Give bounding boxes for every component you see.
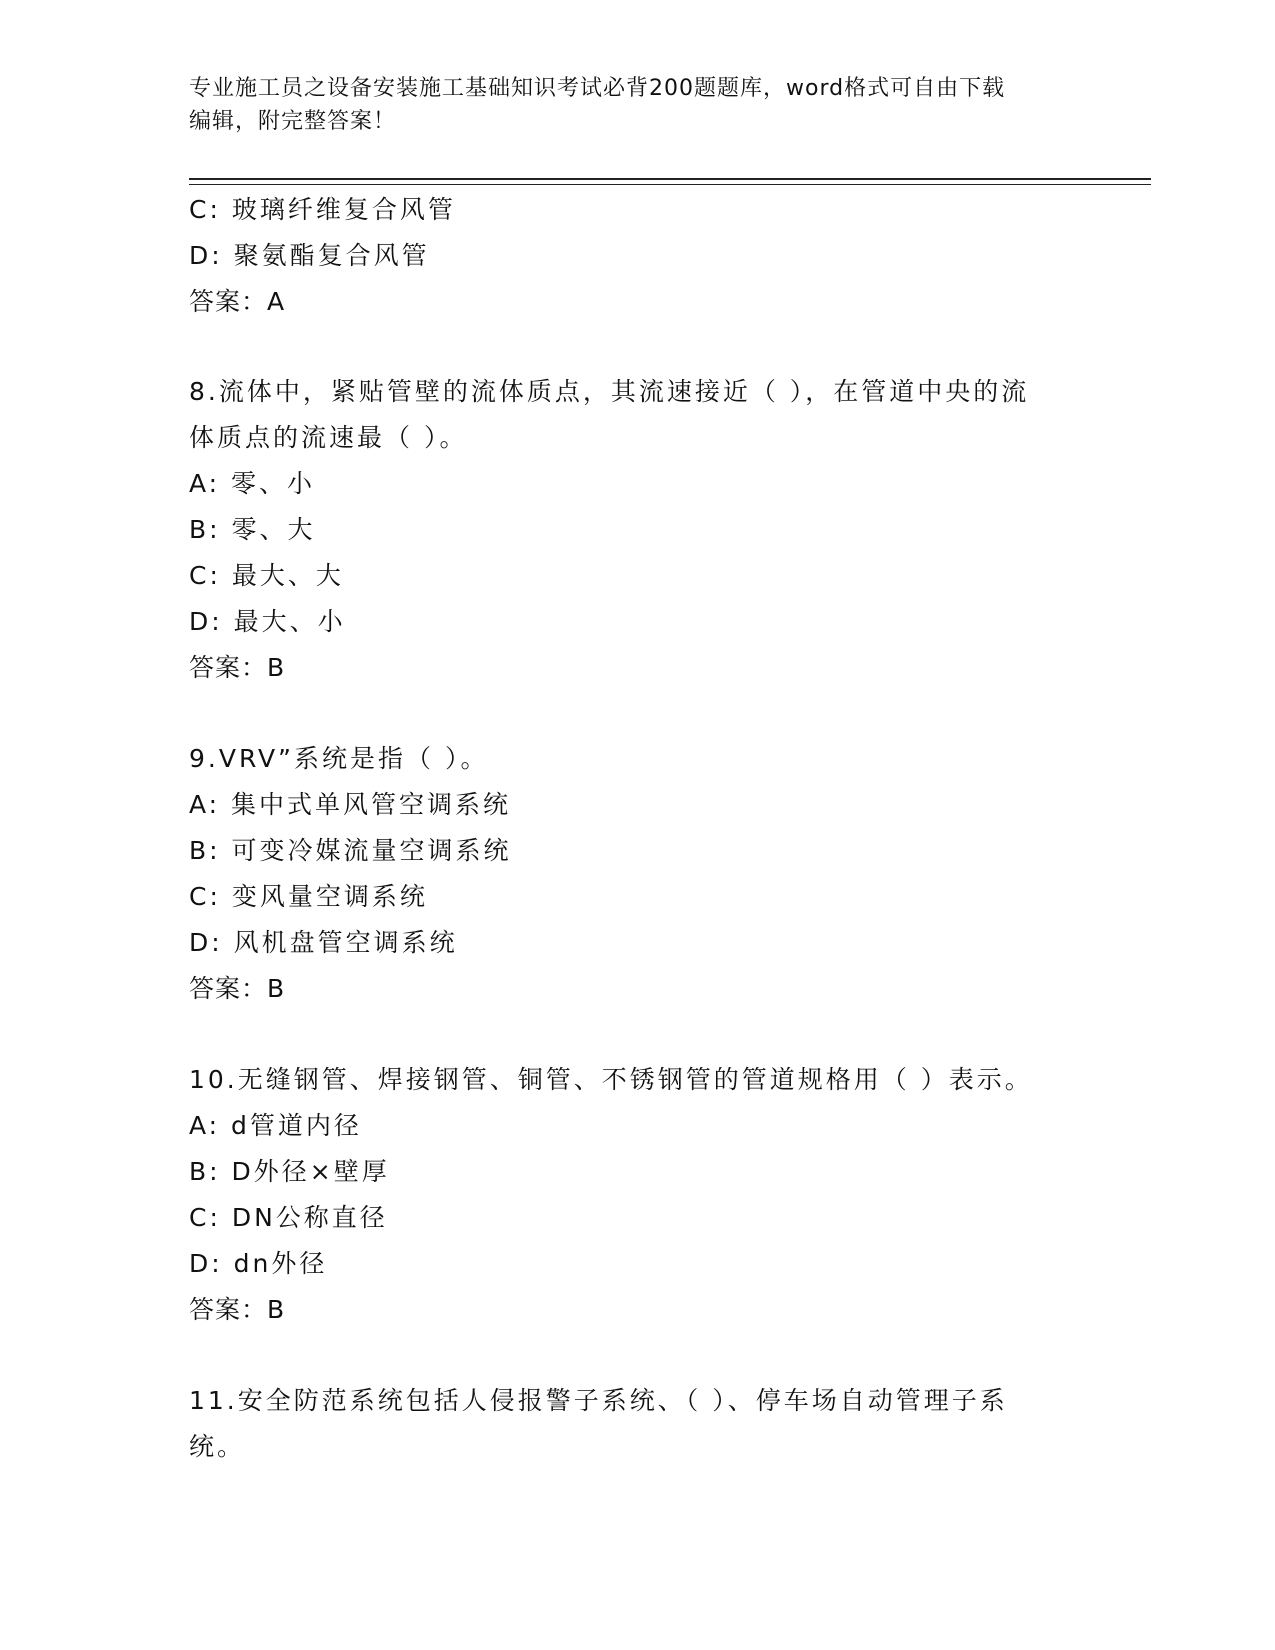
- question-11: [189, 1378, 1089, 1470]
- question-stem: 11.安全防范系统包括人侵报警子系统、（ ）、停车场自动管理子系: [189, 1386, 1008, 1415]
- option-a: A: d管道内径: [189, 1111, 362, 1140]
- question-stem: 10.无缝钢管、焊接钢管、铜管、不锈钢管的管道规格用（ ）表示。: [189, 1065, 1033, 1094]
- header-line-2: 编辑，附完整答案！: [189, 109, 397, 134]
- option-d: D: 风机盘管空调系统: [189, 928, 458, 957]
- option-d: D: 聚氨酯复合风管: [189, 241, 430, 270]
- option-d: D: dn外径: [189, 1249, 328, 1278]
- answer: 答案：B: [189, 1295, 286, 1324]
- option-d: D: 最大、小: [189, 607, 346, 636]
- option-a: A: 集中式单风管空调系统: [189, 790, 512, 819]
- answer: 答案：B: [189, 974, 286, 1003]
- question-7-tail: [189, 187, 1089, 325]
- option-a: A: 零、小: [189, 469, 316, 498]
- header-line-1: 专业施工员之设备安装施工基础知识考试必背200题题库，word格式可自由下载: [189, 76, 1006, 101]
- question-10: [189, 1057, 1089, 1333]
- question-stem-continued: 体质点的流速最（ ）。: [189, 423, 468, 452]
- header-divider-thick: [189, 178, 1151, 180]
- option-b: B: D外径×壁厚: [189, 1157, 390, 1186]
- option-c: C: 玻璃纤维复合风管: [189, 195, 456, 224]
- option-b: B: 可变冷媒流量空调系统: [189, 836, 512, 865]
- answer: 答案：A: [189, 287, 286, 316]
- question-list: [189, 187, 1089, 1470]
- question-9: [189, 736, 1089, 1012]
- document-header: [189, 72, 1089, 138]
- option-c: C: 变风量空调系统: [189, 882, 428, 911]
- question-8: [189, 369, 1089, 691]
- question-stem: 9.VRV”系统是指（ ）。: [189, 744, 489, 773]
- answer: 答案：B: [189, 653, 286, 682]
- question-stem-continued: 统。: [189, 1432, 246, 1461]
- question-stem: 8.流体中，紧贴管壁的流体质点，其流速接近（ ），在管道中央的流: [189, 377, 1030, 406]
- option-c: C: 最大、大: [189, 561, 344, 590]
- header-divider-thin: [189, 184, 1151, 185]
- option-c: C: DN公称直径: [189, 1203, 388, 1232]
- option-b: B: 零、大: [189, 515, 316, 544]
